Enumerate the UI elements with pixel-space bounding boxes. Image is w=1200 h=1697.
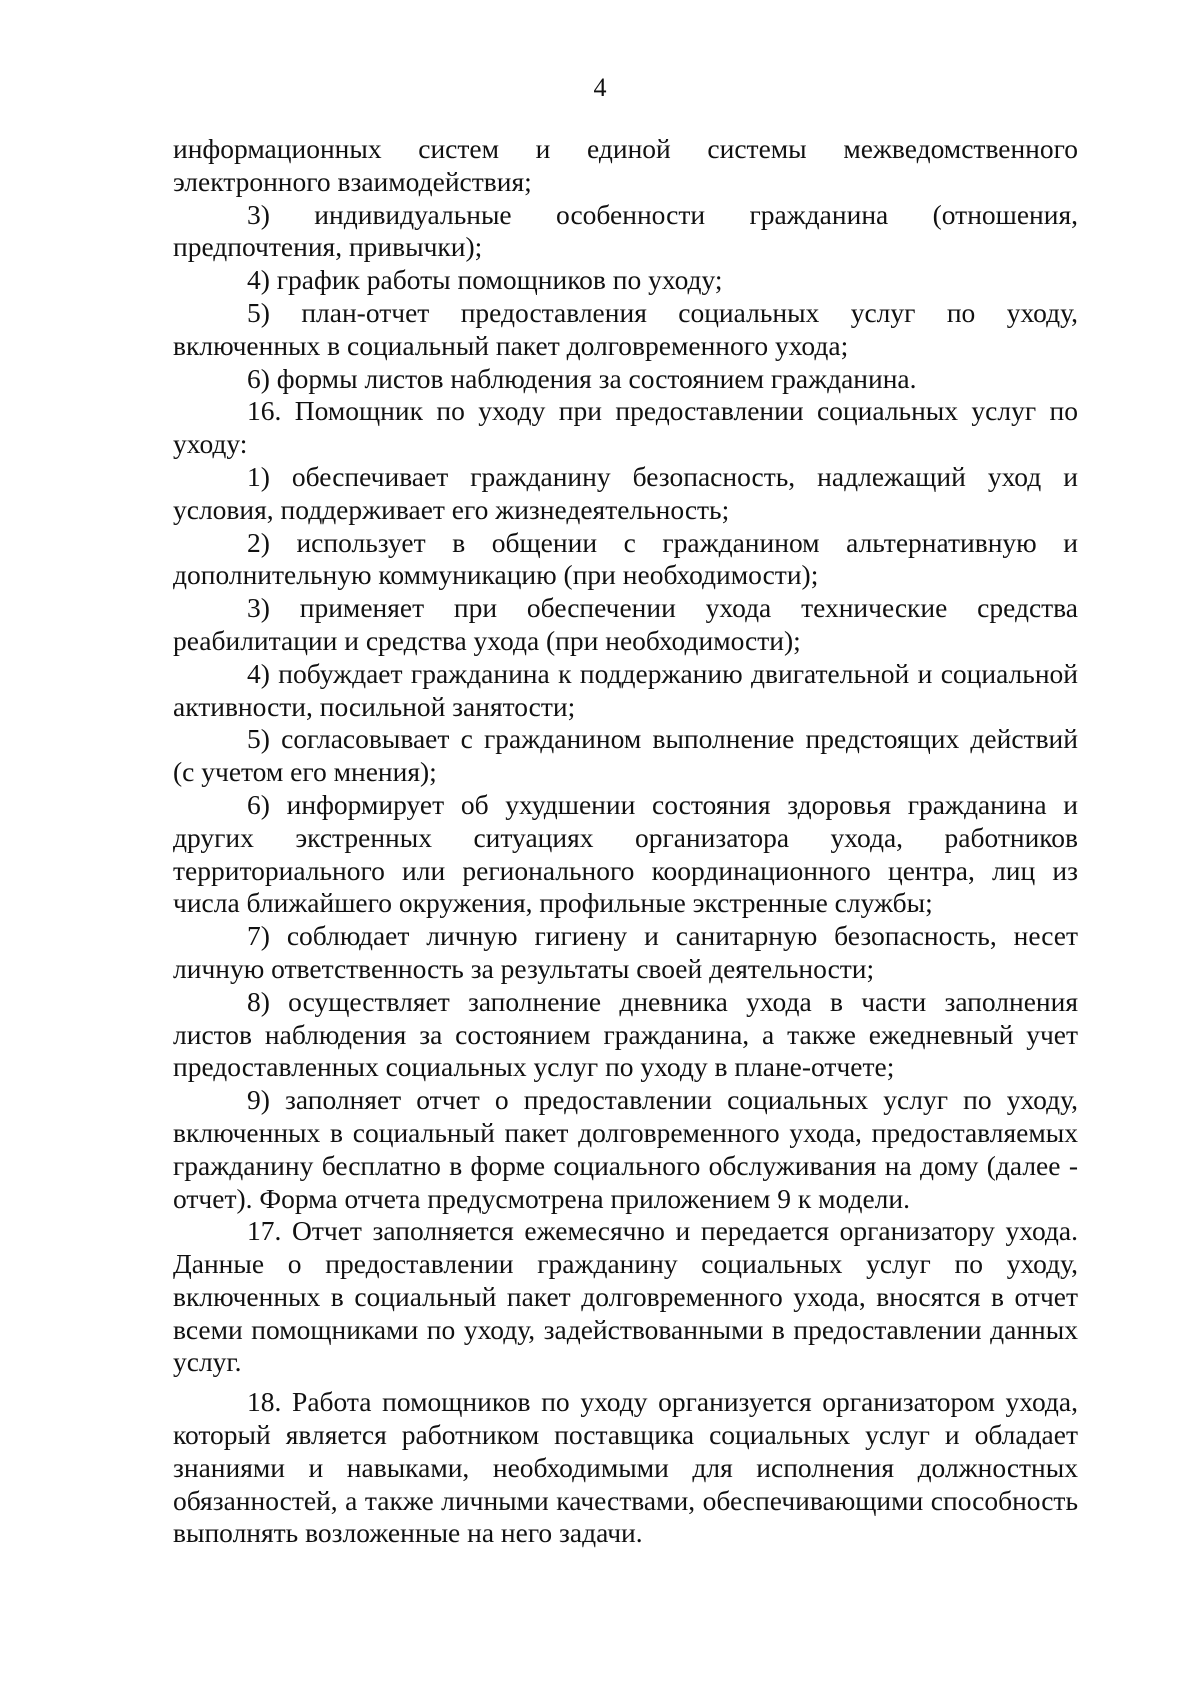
paragraph: 3) индивидуальные особенности гражданина (отношения, предпочтения, привычки); xyxy=(173,198,1078,263)
paragraph: 5) план-отчет предоставления социальных услуг по уходу, включенных в социальный пакет долговременного ухода; xyxy=(173,296,1078,361)
paragraph: 6) формы листов наблюдения за состоянием гражданина. xyxy=(247,362,917,394)
paragraph: 17. Отчет заполняется ежемесячно и передается организатору ухода. Данные о предоставлении гражданину социальных услуг по уходу, включенных в социальный пакет долговременного ухода, вносятся в отчет всеми помощниками по уходу, задействованными в предоставлении данных услуг. xyxy=(173,1215,1078,1378)
paragraph: 2) использует в общении с гражданином альтернативную и дополнительную коммуникацию (при необходимости); xyxy=(173,526,1078,591)
paragraph: 6) информирует об ухудшении состояния здоровья гражданина и других экстренных ситуациях организатора ухода, работников территориального или регионального координационного центра, лиц из числа ближайшего окружения, профильные экстренные службы; xyxy=(173,788,1078,919)
document-body xyxy=(173,133,1078,1550)
paragraph: 16. Помощник по уходу при предоставлении социальных услуг по уходу: xyxy=(173,395,1078,460)
paragraph: 9) заполняет отчет о предоставлении социальных услуг по уходу, включенных в социальный пакет долговременного ухода, предоставляемых гражданину бесплатно в форме социального обслуживания на дому (далее - отчет). Форма отчета предусмотрена приложением 9 к модели. xyxy=(173,1084,1078,1214)
paragraph: 5) согласовывает с гражданином выполнение предстоящих действий (с учетом его мнения); xyxy=(173,723,1078,788)
paragraph: 18. Работа помощников по уходу организуется организатором ухода, который является работником поставщика социальных услуг и обладает знаниями и навыками, необходимыми для исполнения должностных обязанностей, а также личными качествами, обеспечивающими способность выполнять возложенные на него задачи. xyxy=(173,1386,1078,1549)
paragraph: 3) применяет при обеспечении ухода технические средства реабилитации и средства ухода (при необходимости); xyxy=(173,592,1078,656)
page-number: 4 xyxy=(593,73,607,102)
paragraph: 4) побуждает гражданина к поддержанию двигательной и социальной активности, посильной занятости; xyxy=(173,657,1078,722)
paragraph: 8) осуществляет заполнение дневника ухода в части заполнения листов наблюдения за состоянием гражданина, а также ежедневный учет предоставленных социальных услуг по уходу в плане-отчете; xyxy=(173,985,1078,1083)
paragraph: 7) соблюдает личную гигиену и санитарную безопасность, несет личную ответственность за результаты своей деятельности; xyxy=(173,920,1078,984)
paragraph: 4) график работы помощников по уходу; xyxy=(247,264,723,296)
paragraph: информационных систем и единой системы межведомственного электронного взаимодействия; xyxy=(173,133,1078,197)
paragraph: 1) обеспечивает гражданину безопасность, надлежащий уход и условия, поддерживает его жизнедеятельность; xyxy=(173,460,1078,525)
